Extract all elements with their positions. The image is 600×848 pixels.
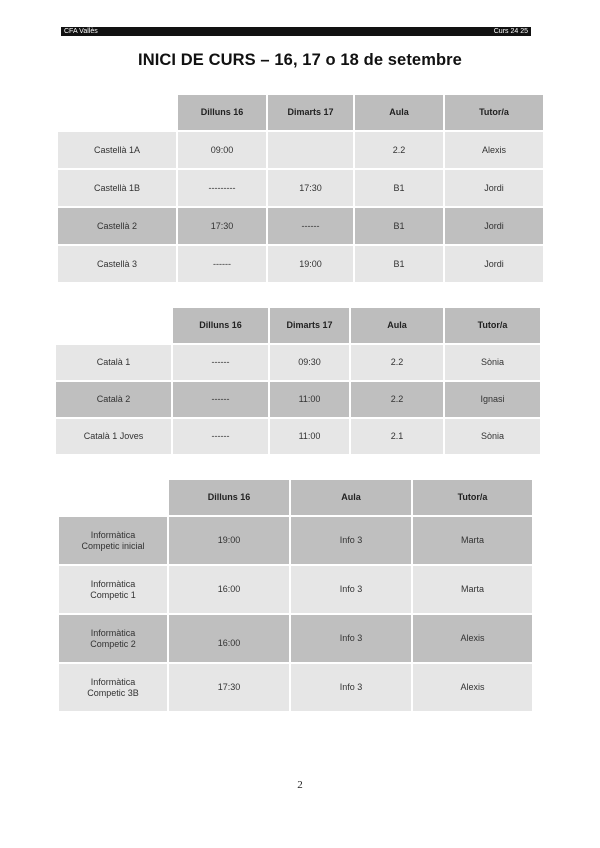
tutor-cell: Marta (413, 517, 532, 564)
time-cell: 11:00 (270, 419, 349, 454)
course-cell: Informàtica Competic inicial (59, 517, 167, 564)
time-cell: ------ (178, 246, 266, 282)
room-cell: Info 3 (291, 566, 411, 613)
time-cell (268, 132, 353, 168)
time-cell: 17:30 (178, 208, 266, 244)
tutor-cell: Alexis (413, 615, 532, 662)
table-header-row (59, 480, 532, 515)
header-cell (58, 95, 176, 130)
time-cell: 16:00 (169, 615, 289, 662)
header-cell: Aula (291, 480, 411, 515)
table-header-row (56, 308, 540, 343)
tutor-cell: Sònia (445, 419, 540, 454)
table-row (59, 517, 532, 564)
header-cell: Dilluns 16 (178, 95, 266, 130)
header-cell: Tutor/a (445, 95, 543, 130)
table-row (56, 419, 540, 454)
table-row (59, 615, 532, 662)
tutor-cell: Ignasi (445, 382, 540, 417)
room-cell: 2.2 (355, 132, 443, 168)
tutor-cell: Jordi (445, 208, 543, 244)
room-cell: B1 (355, 208, 443, 244)
tutor-cell: Jordi (445, 170, 543, 206)
tutor-cell: Alexis (413, 664, 532, 711)
time-cell: 09:30 (270, 345, 349, 380)
time-cell: 16:00 (169, 566, 289, 613)
header-course: Curs 24 25 (493, 28, 528, 35)
table-row (56, 345, 540, 380)
table-header-row (58, 95, 543, 130)
room-cell: 2.1 (351, 419, 443, 454)
room-cell: Info 3 (291, 664, 411, 711)
time-cell: ------ (173, 419, 268, 454)
room-cell: B1 (355, 246, 443, 282)
schedule-table-informatica (57, 478, 534, 713)
course-cell: Català 1 (56, 345, 171, 380)
header-cell: Tutor/a (445, 308, 540, 343)
table-row (56, 382, 540, 417)
course-cell: Castellà 2 (58, 208, 176, 244)
time-cell: 19:00 (169, 517, 289, 564)
table-row (58, 208, 543, 244)
header-cell (59, 480, 167, 515)
course-cell: Català 1 Joves (56, 419, 171, 454)
header-cell: Aula (351, 308, 443, 343)
header-cell: Aula (355, 95, 443, 130)
page-number: 2 (297, 779, 303, 791)
table-row (58, 132, 543, 168)
room-cell: Info 3 (291, 615, 411, 662)
time-cell: 19:00 (268, 246, 353, 282)
header-cell: Dimarts 17 (268, 95, 353, 130)
schedule-table-catala (54, 306, 542, 456)
header-cell (56, 308, 171, 343)
time-cell: 17:30 (268, 170, 353, 206)
time-cell: 11:00 (270, 382, 349, 417)
room-cell: 2.2 (351, 345, 443, 380)
time-cell: 17:30 (169, 664, 289, 711)
tutor-cell: Jordi (445, 246, 543, 282)
header-cell: Dilluns 16 (173, 308, 268, 343)
course-cell: Castellà 1A (58, 132, 176, 168)
tutor-cell: Sònia (445, 345, 540, 380)
course-cell: Informàtica Competic 3B (59, 664, 167, 711)
room-cell: B1 (355, 170, 443, 206)
header-cell: Dimarts 17 (270, 308, 349, 343)
course-cell: Castellà 3 (58, 246, 176, 282)
table-row (58, 170, 543, 206)
header-cell: Dilluns 16 (169, 480, 289, 515)
header-org: CFA Vallès (64, 28, 98, 35)
table-row (59, 664, 532, 711)
table-row (59, 566, 532, 613)
room-cell: 2.2 (351, 382, 443, 417)
tutor-cell: Alexis (445, 132, 543, 168)
header-bar (61, 27, 531, 36)
course-cell: Castellà 1B (58, 170, 176, 206)
course-cell: Informàtica Competic 2 (59, 615, 167, 662)
time-cell: ------ (268, 208, 353, 244)
course-cell: Informàtica Competic 1 (59, 566, 167, 613)
time-cell: 09:00 (178, 132, 266, 168)
time-cell: ------ (173, 345, 268, 380)
table-row (58, 246, 543, 282)
header-cell: Tutor/a (413, 480, 532, 515)
tutor-cell: Marta (413, 566, 532, 613)
course-cell: Català 2 (56, 382, 171, 417)
time-cell: --------- (178, 170, 266, 206)
schedule-table-castella (56, 93, 545, 284)
page-title: INICI DE CURS – 16, 17 o 18 de setembre (138, 51, 462, 69)
time-cell: ------ (173, 382, 268, 417)
room-cell: Info 3 (291, 517, 411, 564)
